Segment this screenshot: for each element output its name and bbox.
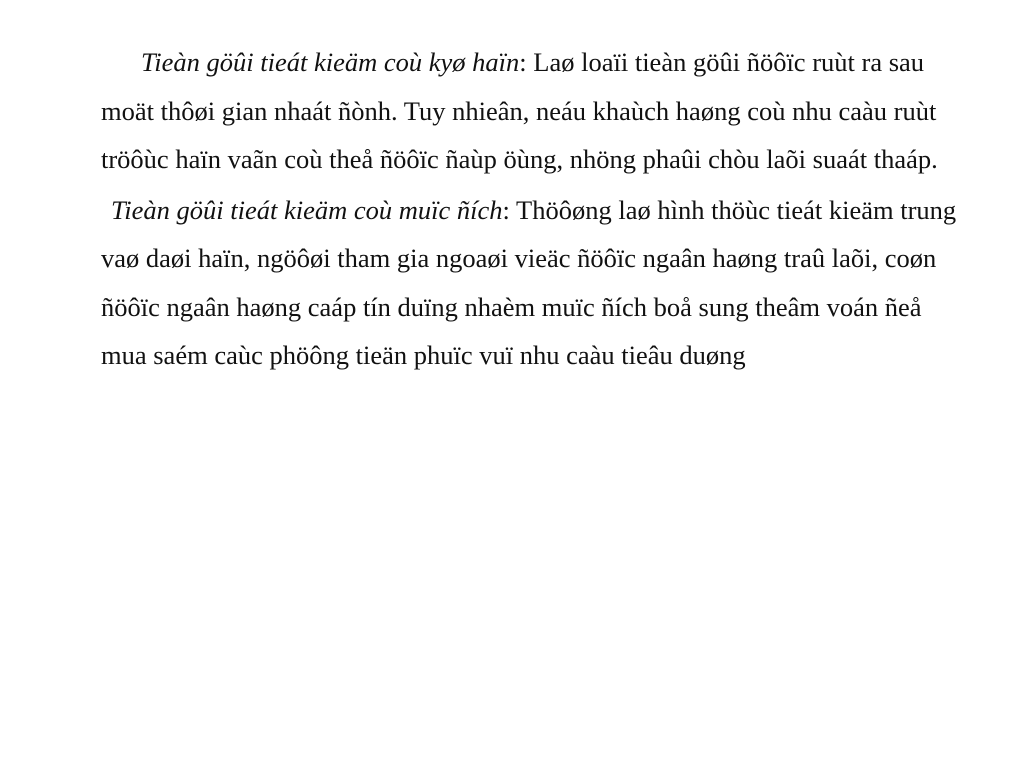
definition-term-deposit: : Laø loaïi tieàn göûi ñöôïc ruùt ra sau moät thôøi gian nhaát ñònh. Tuy nhieân, neáu khaùch haøng coù nhu caàu ruùt tröôùc haïn vaãn coù theå ñöôïc ñaùp öùng, nhöng phaûi chòu laõi suaát thaáp. (101, 47, 938, 174)
term-purpose-deposit: Tieàn göûi tieát kieäm coù muïc ñích (111, 194, 503, 225)
paragraph-term-deposit (101, 38, 963, 184)
term-term-deposit: Tieàn göûi tieát kieäm coù kyø haïn (141, 47, 520, 77)
definition-purpose-deposit: : Thöôøng laø hình thöùc tieát kieäm trung vaø daøi haïn, ngöôøi tham gia ngoaøi vieäc ñöôïc ngaân haøng traû laõi, coøn ñöôïc ngaân haøng caáp tín duïng nhaèm muïc ñích boå sung theâm voán ñeå mua saém caùc phöông tieän phuïc vuï nhu caàu tieâu duøng (101, 194, 957, 370)
paragraph-purpose-deposit (101, 186, 963, 380)
slide-body-text (101, 38, 963, 382)
